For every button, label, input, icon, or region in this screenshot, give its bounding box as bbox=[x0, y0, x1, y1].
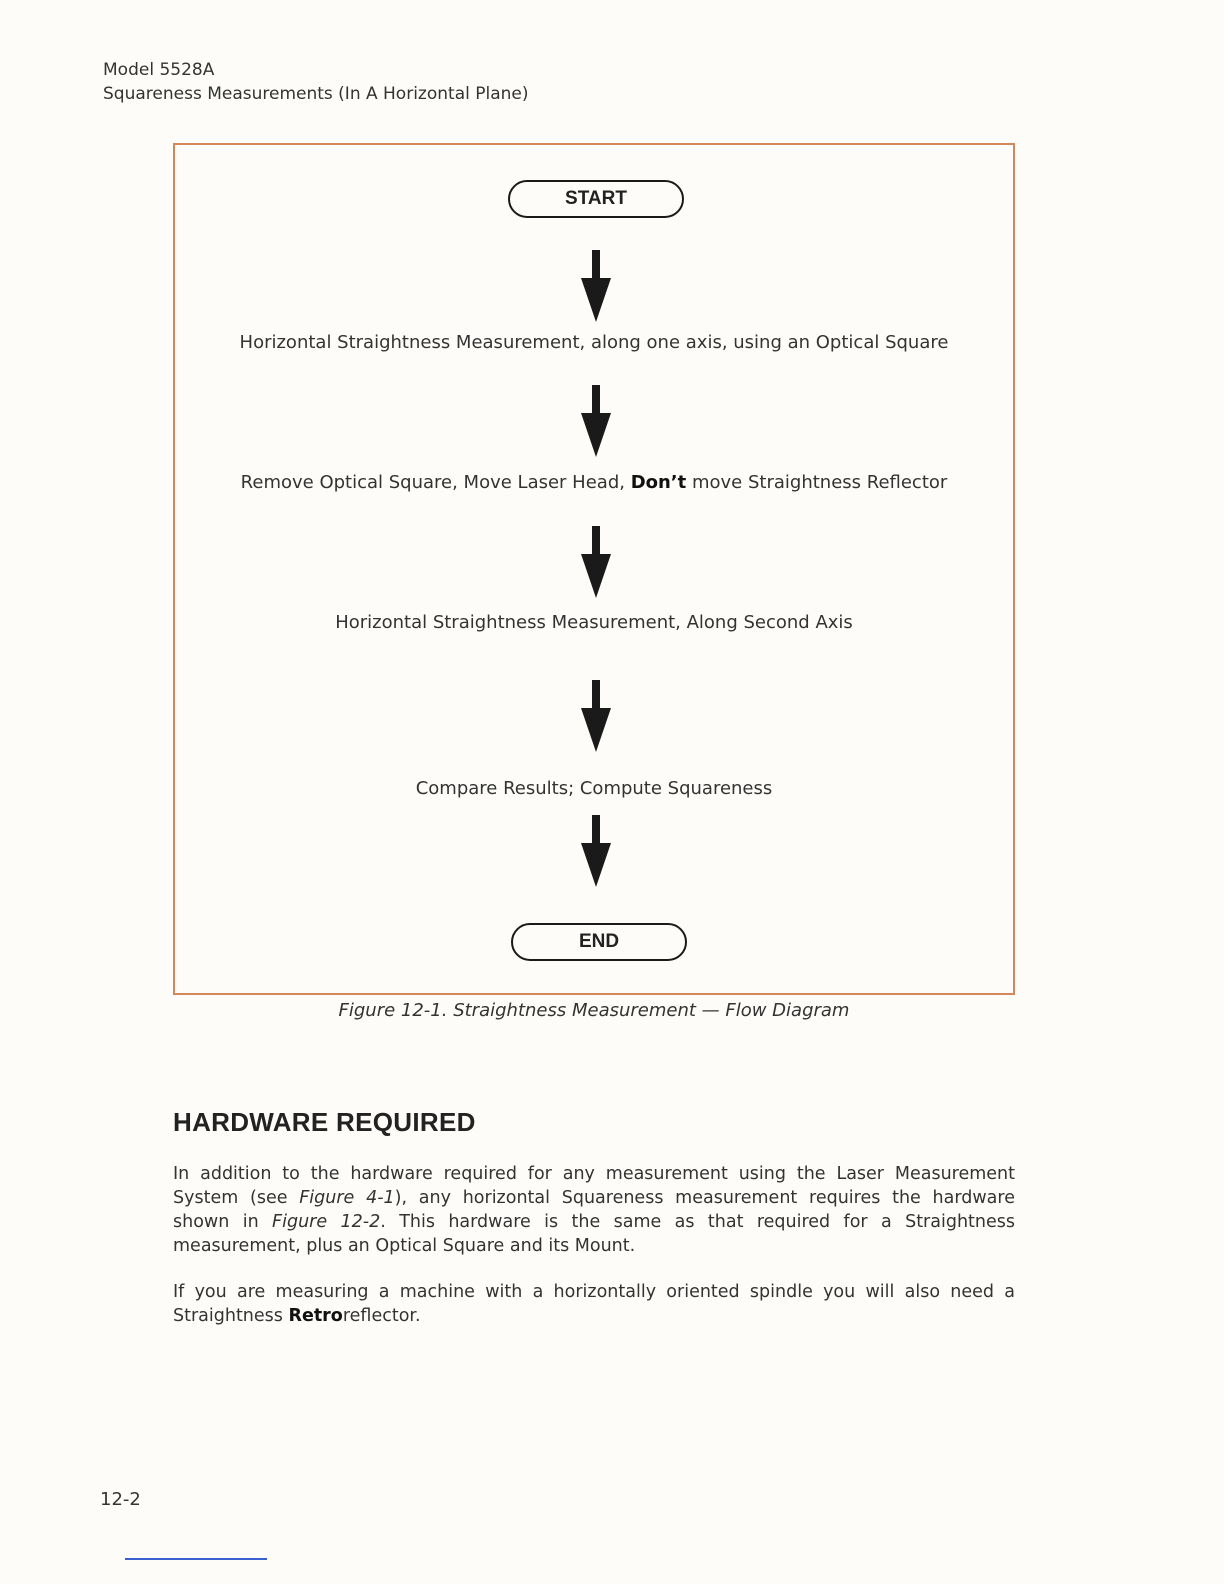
figure-reference-4-1: Figure 4-1 bbox=[299, 1188, 395, 1208]
down-arrow-icon bbox=[581, 526, 611, 598]
section-heading: HARDWARE REQUIRED bbox=[173, 1107, 476, 1137]
down-arrow-icon bbox=[581, 385, 611, 457]
para2-text-1: If you are measuring a machine with a horizontally oriented spindle you will also need a Straightness bbox=[173, 1282, 1015, 1326]
para2-emphasis: Retro bbox=[288, 1306, 343, 1326]
step-horizontal-straightness-first-axis: Horizontal Straightness Measurement, along one axis, using an Optical Square bbox=[239, 332, 949, 353]
step-compare-results: Compare Results; Compute Squareness bbox=[415, 778, 773, 799]
footer-rule bbox=[125, 1558, 267, 1560]
para1-text-3: . This hardware is the same as that required for a Straightness measurement, plus an Optical Square and its Mount. bbox=[173, 1212, 1015, 1256]
model-label: Model 5528A bbox=[103, 60, 215, 80]
flow-diagram bbox=[173, 143, 1015, 995]
spindle-paragraph bbox=[173, 1280, 1015, 1328]
step2-text-end: move Straightness Reflector bbox=[686, 472, 948, 493]
step-remove-optical-square bbox=[175, 472, 1013, 493]
step-horizontal-straightness-second-axis: Horizontal Straightness Measurement, Along Second Axis bbox=[335, 612, 853, 633]
page-number: 12-2 bbox=[100, 1489, 141, 1510]
section-label: Squareness Measurements (In A Horizontal Plane) bbox=[103, 84, 529, 104]
step2-text-start: Remove Optical Square, Move Laser Head, bbox=[240, 472, 631, 493]
start-terminal: START bbox=[508, 180, 684, 218]
step2-emphasis: Don’t bbox=[630, 472, 687, 493]
para1-text-1: In addition to the hardware required for any measurement using the Laser Measurement System (see bbox=[173, 1164, 1015, 1208]
down-arrow-icon bbox=[581, 680, 611, 752]
para1-text-2: ), any horizontal Squareness measurement requires the hardware shown in bbox=[173, 1188, 1015, 1232]
down-arrow-icon bbox=[581, 250, 611, 322]
end-terminal: END bbox=[511, 923, 687, 961]
figure-caption: Figure 12-1. Straightness Measurement — Flow Diagram bbox=[338, 1000, 850, 1021]
figure-reference-12-2: Figure 12-2 bbox=[272, 1212, 381, 1232]
page-header bbox=[103, 58, 529, 106]
down-arrow-icon bbox=[581, 815, 611, 887]
hardware-paragraph bbox=[173, 1162, 1015, 1258]
para2-text-2: reflector. bbox=[342, 1306, 421, 1326]
